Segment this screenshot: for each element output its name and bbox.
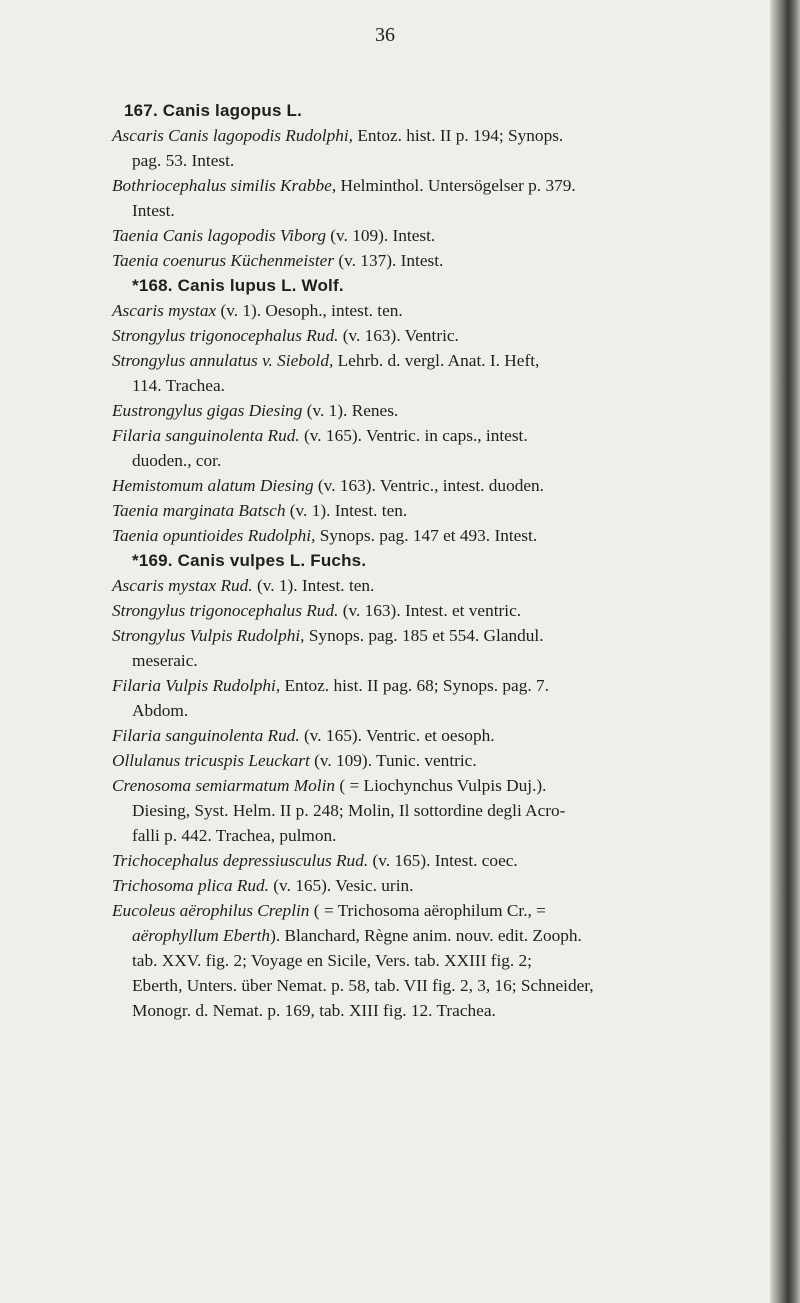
entry-reference: (v. 165). Vesic. urin. <box>268 876 414 895</box>
entry-reference: (v. 1). Intest. ten. <box>285 501 408 520</box>
parasite-entry-line <box>112 673 762 698</box>
parasite-name: Strongylus Vulpis Rudolphi, <box>112 626 305 645</box>
parasite-entry-line <box>112 448 762 473</box>
parasite-name: Taenia coenurus Küchenmeister <box>112 251 335 270</box>
entry-reference: Monogr. d. Nemat. p. 169, tab. XIII fig. 12. Trachea. <box>132 1001 496 1020</box>
parasite-name: Trichocephalus depressiusculus Rud. <box>112 851 369 870</box>
parasite-entry-line <box>112 223 762 248</box>
parasite-name: Taenia opuntioides Rudolphi, <box>112 526 316 545</box>
parasite-name: Eustrongylus gigas Diesing <box>112 401 303 420</box>
parasite-entry-line <box>112 748 762 773</box>
parasite-name: Crenosoma semiarmatum Molin <box>112 776 336 795</box>
parasite-entry-line <box>112 973 762 998</box>
parasite-name: Taenia Canis lagopodis Viborg <box>112 226 326 245</box>
entry-reference: Helminthol. Untersögelser p. 379. <box>336 176 576 195</box>
entry-reference: ( = Liochynchus Vulpis Duj.). <box>335 776 547 795</box>
entry-reference: (v. 165). Ventric. in caps., intest. <box>299 426 528 445</box>
entry-reference: Intest. <box>132 201 175 220</box>
entry-reference: ). Blanchard, Règne anim. nouv. edit. Zooph. <box>270 926 582 945</box>
parasite-name: Ascaris Canis lagopodis Rudolphi, <box>112 126 353 145</box>
species-heading: *168. Canis lupus L. Wolf. <box>132 276 344 295</box>
entry-reference: (v. 163). Ventric. <box>338 326 459 345</box>
parasite-name: Ollulanus tricuspis Leuckart <box>112 751 310 770</box>
parasite-entry-line <box>112 523 762 548</box>
entry-reference: (v. 165). Intest. coec. <box>368 851 518 870</box>
entry-reference: (v. 1). Intest. ten. <box>252 576 375 595</box>
entry-reference: Entoz. hist. II p. 194; Synops. <box>353 126 564 145</box>
parasite-name: Strongylus annulatus v. Siebold, <box>112 351 334 370</box>
parasite-entry-line <box>112 823 762 848</box>
entry-reference: duoden., cor. <box>132 451 222 470</box>
entry-reference: (v. 1). Oesoph., intest. ten. <box>216 301 403 320</box>
parasite-name: Strongylus trigonocephalus Rud. <box>112 326 339 345</box>
entry-reference: (v. 137). Intest. <box>334 251 444 270</box>
parasite-entry-line <box>112 698 762 723</box>
parasite-name: Eucoleus aërophilus Creplin <box>112 901 310 920</box>
parasite-name: Ascaris mystax Rud. <box>112 576 253 595</box>
entry-reference: falli p. 442. Trachea, pulmon. <box>132 826 337 845</box>
parasite-entry-line <box>112 998 762 1023</box>
parasite-entry-line <box>112 773 762 798</box>
entry-reference: Abdom. <box>132 701 189 720</box>
entry-reference: Synops. pag. 147 et 493. Intest. <box>315 526 538 545</box>
entry-reference: Entoz. hist. II pag. 68; Synops. pag. 7. <box>280 676 549 695</box>
page-body <box>112 98 762 1023</box>
entry-reference: Synops. pag. 185 et 554. Glandul. <box>304 626 544 645</box>
parasite-entry-line <box>112 298 762 323</box>
parasite-entry-line <box>112 623 762 648</box>
parasite-entry-line <box>112 173 762 198</box>
entry-reference: (v. 163). Ventric., intest. duoden. <box>313 476 544 495</box>
parasite-entry-line <box>112 123 762 148</box>
entry-reference: pag. 53. Intest. <box>132 151 235 170</box>
parasite-entry-line <box>112 398 762 423</box>
entry-reference: (v. 163). Intest. et ventric. <box>338 601 522 620</box>
parasite-name: Filaria sanguinolenta Rud. <box>112 726 300 745</box>
parasite-name: Trichosoma plica Rud. <box>112 876 269 895</box>
parasite-entry-line <box>112 898 762 923</box>
parasite-entry-line <box>112 798 762 823</box>
parasite-entry-line <box>112 423 762 448</box>
entry-reference: tab. XXV. fig. 2; Voyage en Sicile, Vers. tab. XXIII fig. 2; <box>132 951 532 970</box>
parasite-entry-line <box>112 648 762 673</box>
entry-reference: (v. 109). Tunic. ventric. <box>309 751 477 770</box>
species-heading: 167. Canis lagopus L. <box>124 101 303 120</box>
entry-reference: (v. 1). Renes. <box>302 401 399 420</box>
parasite-entry-line <box>112 923 762 948</box>
entry-reference: Eberth, Unters. über Nemat. p. 58, tab. VII fig. 2, 3, 16; Schneider, <box>132 976 594 995</box>
parasite-name: Hemistomum alatum Diesing <box>112 476 314 495</box>
entry-reference: 114. Trachea. <box>132 376 225 395</box>
parasite-name: Strongylus trigonocephalus Rud. <box>112 601 339 620</box>
parasite-name: Taenia marginata Batsch <box>112 501 286 520</box>
parasite-entry-line <box>112 848 762 873</box>
parasite-entry-line <box>112 248 762 273</box>
parasite-entry-line <box>112 348 762 373</box>
parasite-name: Ascaris mystax <box>112 301 217 320</box>
parasite-entry-line <box>112 373 762 398</box>
entry-reference: Lehrb. d. vergl. Anat. I. Heft, <box>333 351 540 370</box>
parasite-entry-line <box>112 723 762 748</box>
parasite-name: Bothriocephalus similis Krabbe, <box>112 176 337 195</box>
page-number: 36 <box>375 24 395 46</box>
parasite-name: Filaria Vulpis Rudolphi, <box>112 676 281 695</box>
entry-reference: (v. 109). Intest. <box>325 226 436 245</box>
entry-reference: Diesing, Syst. Helm. II p. 248; Molin, Il sottordine degli Acro- <box>132 801 566 820</box>
parasite-entry-line <box>112 498 762 523</box>
parasite-entry-line <box>112 873 762 898</box>
entry-reference: (v. 165). Ventric. et oesoph. <box>299 726 495 745</box>
parasite-entry-line <box>112 948 762 973</box>
parasite-entry-line <box>112 148 762 173</box>
entry-reference: meseraic. <box>132 651 198 670</box>
species-heading: *169. Canis vulpes L. Fuchs. <box>132 551 367 570</box>
parasite-entry-line <box>112 198 762 223</box>
parasite-name: aërophyllum Eberth <box>132 926 271 945</box>
parasite-entry-line <box>112 573 762 598</box>
parasite-entry-line <box>112 323 762 348</box>
page-edge-shadow <box>770 0 800 1303</box>
parasite-name: Filaria sanguinolenta Rud. <box>112 426 300 445</box>
parasite-entry-line <box>112 473 762 498</box>
entry-reference: ( = Trichosoma aërophilum Cr., = <box>309 901 546 920</box>
parasite-entry-line <box>112 598 762 623</box>
